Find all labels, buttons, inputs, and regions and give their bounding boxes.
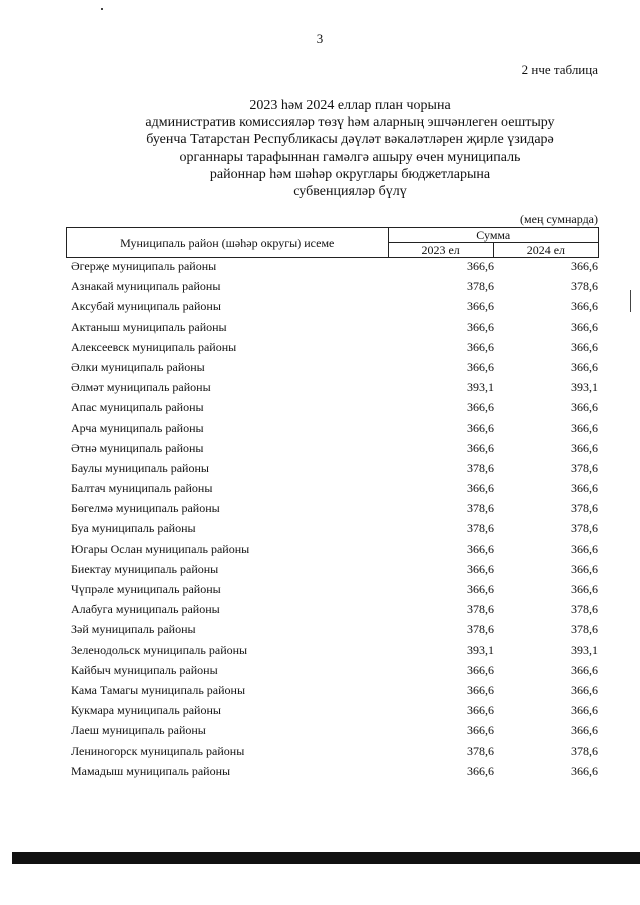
row-value-2023: 378,6 xyxy=(467,521,494,536)
row-value-2024: 366,6 xyxy=(571,440,598,455)
row-value-2023: 378,6 xyxy=(467,501,494,516)
units-note: (мең сумнарда) xyxy=(520,212,598,226)
row-value-2023: 366,6 xyxy=(467,561,494,576)
header-name: Муниципаль район (шәһәр округы) исеме xyxy=(67,228,389,258)
table-row xyxy=(68,640,600,660)
row-value-2023: 366,6 xyxy=(467,319,494,334)
row-value-2023: 366,6 xyxy=(467,420,494,435)
row-value-2023: 366,6 xyxy=(467,662,494,677)
row-name: Апас муниципаль районы xyxy=(71,400,204,415)
row-value-2024: 366,6 xyxy=(571,561,598,576)
row-value-2024: 378,6 xyxy=(571,743,598,758)
table-row xyxy=(68,317,600,337)
row-name: Актаныш муниципаль районы xyxy=(71,319,227,334)
row-value-2023: 378,6 xyxy=(467,622,494,637)
row-value-2024: 378,6 xyxy=(571,521,598,536)
table-row xyxy=(68,337,600,357)
row-name: Аксубай муниципаль районы xyxy=(71,299,221,314)
row-name: Буа муниципаль районы xyxy=(71,521,196,536)
row-name: Әтнә муниципаль районы xyxy=(71,440,204,455)
table-row xyxy=(68,518,600,538)
table-row xyxy=(68,397,600,417)
table-row xyxy=(68,377,600,397)
row-name: Әлки муниципаль районы xyxy=(71,359,205,374)
row-value-2024: 366,6 xyxy=(571,481,598,496)
table-row xyxy=(68,539,600,559)
row-value-2024: 378,6 xyxy=(571,622,598,637)
row-value-2024: 366,6 xyxy=(571,259,598,273)
header-sum: Сумма xyxy=(388,228,598,243)
row-value-2023: 366,6 xyxy=(467,703,494,718)
table-label: 2 нче таблица xyxy=(521,62,598,77)
scan-mark xyxy=(630,290,631,312)
title-line: районнар һәм шәһәр округлары бюджетларына xyxy=(209,166,491,182)
row-value-2023: 366,6 xyxy=(467,400,494,415)
row-name: Зеленодольск муниципаль районы xyxy=(71,642,248,657)
row-value-2024: 366,6 xyxy=(571,723,598,738)
row-value-2024: 366,6 xyxy=(571,420,598,435)
header-year-2023: 2023 ел xyxy=(388,243,493,258)
row-value-2023: 378,6 xyxy=(467,279,494,294)
row-name: Лениногорск муниципаль районы xyxy=(71,743,245,758)
title-line: субвенцияләр бүлү xyxy=(293,184,407,200)
row-value-2024: 378,6 xyxy=(571,460,598,475)
row-value-2024: 366,6 xyxy=(571,582,598,596)
table-row xyxy=(68,296,600,316)
row-value-2023: 366,6 xyxy=(467,682,494,697)
document-title xyxy=(60,97,640,200)
row-name: Кама Тамагы муниципаль районы xyxy=(71,682,246,697)
row-name: Баулы муниципаль районы xyxy=(71,460,209,475)
table-row xyxy=(68,418,600,438)
table-body xyxy=(68,256,600,781)
row-value-2024: 366,6 xyxy=(571,541,598,556)
row-value-2023: 366,6 xyxy=(467,582,494,596)
row-value-2023: 393,1 xyxy=(467,642,494,657)
row-value-2024: 366,6 xyxy=(571,339,598,354)
row-value-2024: 366,6 xyxy=(571,359,598,374)
title-line: органнары тарафыннан гамәлгә ашыру өчен муниципаль xyxy=(179,149,521,165)
table-row xyxy=(68,478,600,498)
table-row xyxy=(68,579,600,599)
scan-speck xyxy=(101,8,103,10)
row-value-2024: 366,6 xyxy=(571,703,598,718)
row-name: Алабуга муниципаль районы xyxy=(71,602,220,617)
scan-border-bar xyxy=(12,852,640,864)
row-name: Балтач муниципаль районы xyxy=(71,481,213,496)
table-row xyxy=(68,458,600,478)
row-value-2023: 366,6 xyxy=(467,481,494,496)
row-value-2024: 378,6 xyxy=(571,279,598,294)
table-row xyxy=(68,357,600,377)
row-value-2023: 366,6 xyxy=(467,763,494,778)
row-value-2023: 366,6 xyxy=(467,299,494,314)
table-row xyxy=(68,438,600,458)
row-value-2023: 366,6 xyxy=(467,541,494,556)
row-name: Бөгелмә муниципаль районы xyxy=(71,501,220,516)
row-value-2023: 366,6 xyxy=(467,339,494,354)
page-number: 3 xyxy=(316,31,324,46)
row-value-2023: 378,6 xyxy=(467,602,494,617)
header-year-2024: 2024 ел xyxy=(493,243,598,258)
title-line: 2023 һәм 2024 еллар план чорына xyxy=(249,98,451,113)
table-row xyxy=(68,761,600,781)
row-value-2024: 378,6 xyxy=(571,602,598,617)
row-name: Алексеевск муниципаль районы xyxy=(71,339,237,354)
row-value-2024: 366,6 xyxy=(571,763,598,778)
row-name: Кукмара муниципаль районы xyxy=(71,703,221,718)
row-value-2024: 393,1 xyxy=(571,642,598,657)
table-row xyxy=(68,741,600,761)
row-name: Арча муниципаль районы xyxy=(71,420,204,435)
row-name: Мамадыш муниципаль районы xyxy=(71,763,231,778)
table-row xyxy=(68,660,600,680)
row-value-2023: 378,6 xyxy=(467,460,494,475)
row-name: Әлмәт муниципаль районы xyxy=(71,380,211,395)
row-value-2024: 366,6 xyxy=(571,299,598,314)
row-value-2023: 378,6 xyxy=(467,743,494,758)
row-name: Югары Ослан муниципаль районы xyxy=(71,541,250,556)
title-line: административ комиссияләр төзү һәм аларның эшчәнлеген оештыру xyxy=(145,115,555,131)
title-line: буенча Татарстан Республикасы дәүләт вәкаләтләрен җирле үзидарә xyxy=(146,132,554,148)
row-name: Әгерҗе муниципаль районы xyxy=(71,259,217,273)
row-value-2024: 366,6 xyxy=(571,400,598,415)
row-name: Кайбыч муниципаль районы xyxy=(71,662,218,677)
row-value-2023: 366,6 xyxy=(467,359,494,374)
table-row xyxy=(68,498,600,518)
row-value-2023: 366,6 xyxy=(467,440,494,455)
table-row xyxy=(68,700,600,720)
row-value-2023: 366,6 xyxy=(467,259,494,273)
table-header xyxy=(66,227,599,258)
row-value-2024: 366,6 xyxy=(571,319,598,334)
row-value-2024: 378,6 xyxy=(571,501,598,516)
row-name: Азнакай муниципаль районы xyxy=(71,279,221,294)
row-value-2024: 393,1 xyxy=(571,380,598,395)
table-row xyxy=(68,680,600,700)
table-row xyxy=(68,619,600,639)
table-row xyxy=(68,256,600,276)
table-row xyxy=(68,276,600,296)
row-name: Зәй муниципаль районы xyxy=(71,622,196,637)
table-row xyxy=(68,559,600,579)
table-row xyxy=(68,599,600,619)
row-value-2023: 393,1 xyxy=(467,380,494,395)
table-row xyxy=(68,720,600,740)
row-value-2024: 366,6 xyxy=(571,682,598,697)
row-value-2023: 366,6 xyxy=(467,723,494,738)
row-value-2024: 366,6 xyxy=(571,662,598,677)
row-name: Чүпрәле муниципаль районы xyxy=(71,582,221,596)
row-name: Лаеш муниципаль районы xyxy=(71,723,206,738)
row-name: Биектау муниципаль районы xyxy=(71,561,219,576)
